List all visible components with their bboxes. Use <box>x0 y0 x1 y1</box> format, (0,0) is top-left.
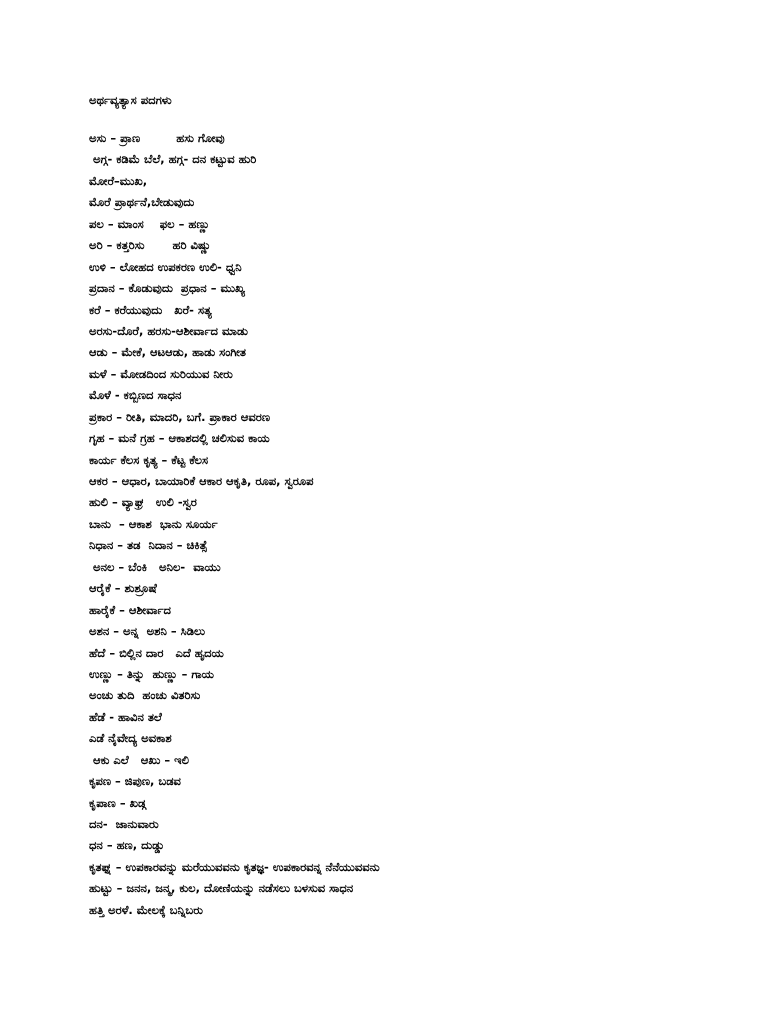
word-pair-line: ಆರೈಕೆ – ಶುಶ್ರೂಷೆ <box>89 581 157 596</box>
word-pair-line: ಹುಲಿ – ವ್ಯಾಘ್ರ ಉಲಿ -ಸ್ವರ <box>89 495 197 510</box>
word-pair-line: ಅಂಚು ತುದಿ ಹಂಚು ವಿತರಿಸು <box>89 688 201 703</box>
word-pair-line: ಅನಲ – ಬೆಂಕಿ ಅನಿಲ- ವಾಯು <box>89 559 221 574</box>
word-pair-line: ಎಡೆ ನೈವೇದ್ಯ ಅವಕಾಶ <box>89 731 172 746</box>
word-pair-line: ಮೋರೆ–ಮುಖ, <box>89 173 148 188</box>
document-title: ಅರ್ಥವ್ಯತ್ಯಾಸ ಪದಗಳು <box>89 93 172 107</box>
word-pair-line: ಆಕು ಎಲೆ ಆಖು – ಇಲಿ <box>89 752 189 767</box>
word-pair-line: ಆಕರ – ಆಧಾರ, ಬಾಯಾರಿಕೆ ಆಕಾರ ಆಕೃತಿ, ರೂಪ, ಸ್ವರೂಪ <box>89 474 314 488</box>
word-pair-line: ಕೃಪಾಣ – ಖಡ್ಗ <box>89 795 146 810</box>
word-pair-line: ಕೃತಘ್ನ – ಉಪಕಾರವನ್ನು ಮರೆಯುವವನು ಕೃತಜ್ಞ- ಉಪಕಾರವನ್ನ ನೆನೆಯುವವನು <box>89 859 380 874</box>
word-pair-line: ಅರಿ – ಕತ್ತರಿಸು ಹರಿ ವಿಷ್ಣು <box>89 238 212 253</box>
word-pair-line: ಮಳೆ – ಮೋಡದಿಂದ ಸುರಿಯುವ ನೀರು <box>89 366 233 381</box>
word-pair-line: ಆಡು – ಮೇಕೆ, ಆಟಆಡು, ಹಾಡು ಸಂಗೀತ <box>89 345 247 360</box>
word-pair-line: ಮೊರೆ ಪ್ರಾರ್ಥನೆ,ಬೇಡುವುದು <box>89 195 195 210</box>
word-pair-line: ಕೃಪಣ – ಜಿಪುಣ, ಬಡವ <box>89 774 181 789</box>
word-pair-line: ಕಾರ್ಯ ಕೆಲಸ ಕೃತ್ಯ – ಕೆಟ್ಟ ಕೆಲಸ <box>89 452 209 467</box>
word-pair-line: ಉಳಿ – ಲೋಹದ ಉಪಕರಣ ಉಲಿ- ಧ್ವನಿ <box>89 259 242 274</box>
word-pair-line: ಅಸು – ಪ್ರಾಣ ಹಸು ಗೋವು <box>89 131 225 145</box>
word-pair-line: ಪಲ – ಮಾಂಸ ಫಲ – ಹಣ್ಣು <box>89 216 210 231</box>
word-pair-line: ಪ್ರದಾನ – ಕೊಡುವುದು ಪ್ರಧಾನ – ಮುಖ್ಯ <box>89 281 246 296</box>
word-pair-line: ಪ್ರಕಾರ – ರೀತಿ, ಮಾದರಿ, ಬಗೆ. ಪ್ರಾಕಾರ ಆವರಣ <box>89 409 270 424</box>
word-pair-line: ಧನ – ಹಣ, ದುಡ್ಡು <box>89 838 165 853</box>
word-pair-line: ಬಾನು – ಆಕಾಶ ಭಾನು ಸೂರ್ಯ <box>89 516 218 531</box>
word-pair-line: ಅಗ್ಗ- ಕಡಿಮೆ ಬೆಲೆ, ಹಗ್ಗ- ದನ ಕಟ್ಟುವ ಹುರಿ <box>89 152 257 167</box>
word-pair-line: ಅರಸು-ದೊರೆ, ಹರಸು-ಆಶೀರ್ವಾದ ಮಾಡು <box>89 323 248 338</box>
word-pair-line: ಮೊಳೆ - ಕಬ್ಬಿಣದ ಸಾಧನ <box>89 388 182 403</box>
word-pair-line: ಹೆದೆ – ಬಿಲ್ಲಿನ ದಾರ ಎದೆ ಹೃದಯ <box>89 645 224 660</box>
word-pair-line: ಹಾರೈಕೆ – ಆಶೀರ್ವಾದ <box>89 602 171 617</box>
word-pair-line: ದನ- ಜಾನುವಾರು <box>89 817 159 831</box>
word-pair-line: ಗೃಹ – ಮನೆ ಗ್ರಹ – ಆಕಾಶದಲ್ಲಿ ಚಲಿಸುವ ಕಾಯ <box>89 431 270 446</box>
word-pair-line: ಹತ್ತಿ ಅರಳೆ. ಮೇಲಕ್ಕೆ ಬನ್ನಿಬರು <box>89 902 203 917</box>
word-pair-line: ನಿಧಾನ – ತಡ ನಿದಾನ – ಚಿಕಿತ್ಸೆ <box>89 538 208 553</box>
word-pair-line: ಹುಟ್ಟು – ಜನನ, ಜನ್ಮ, ಕುಲ, ದೋಣಿಯನ್ನು ನಡೆಸಲು ಬಳಸುವ ಸಾಧನ <box>89 881 354 896</box>
word-pair-line: ಹೆಡೆ - ಹಾವಿನ ತಲೆ <box>89 709 162 724</box>
word-pair-line: ಉಣ್ಣು – ತಿನ್ನು ಹುಣ್ಣು – ಗಾಯ <box>89 666 214 681</box>
word-pair-line: ಅಶನ – ಅನ್ನ ಅಶನಿ – ಸಿಡಿಲು <box>89 624 206 639</box>
word-list <box>89 129 749 922</box>
word-pair-line: ಕರೆ – ಕರೆಯುವುದು ಖರೆ- ಸತ್ಯ <box>89 302 212 317</box>
